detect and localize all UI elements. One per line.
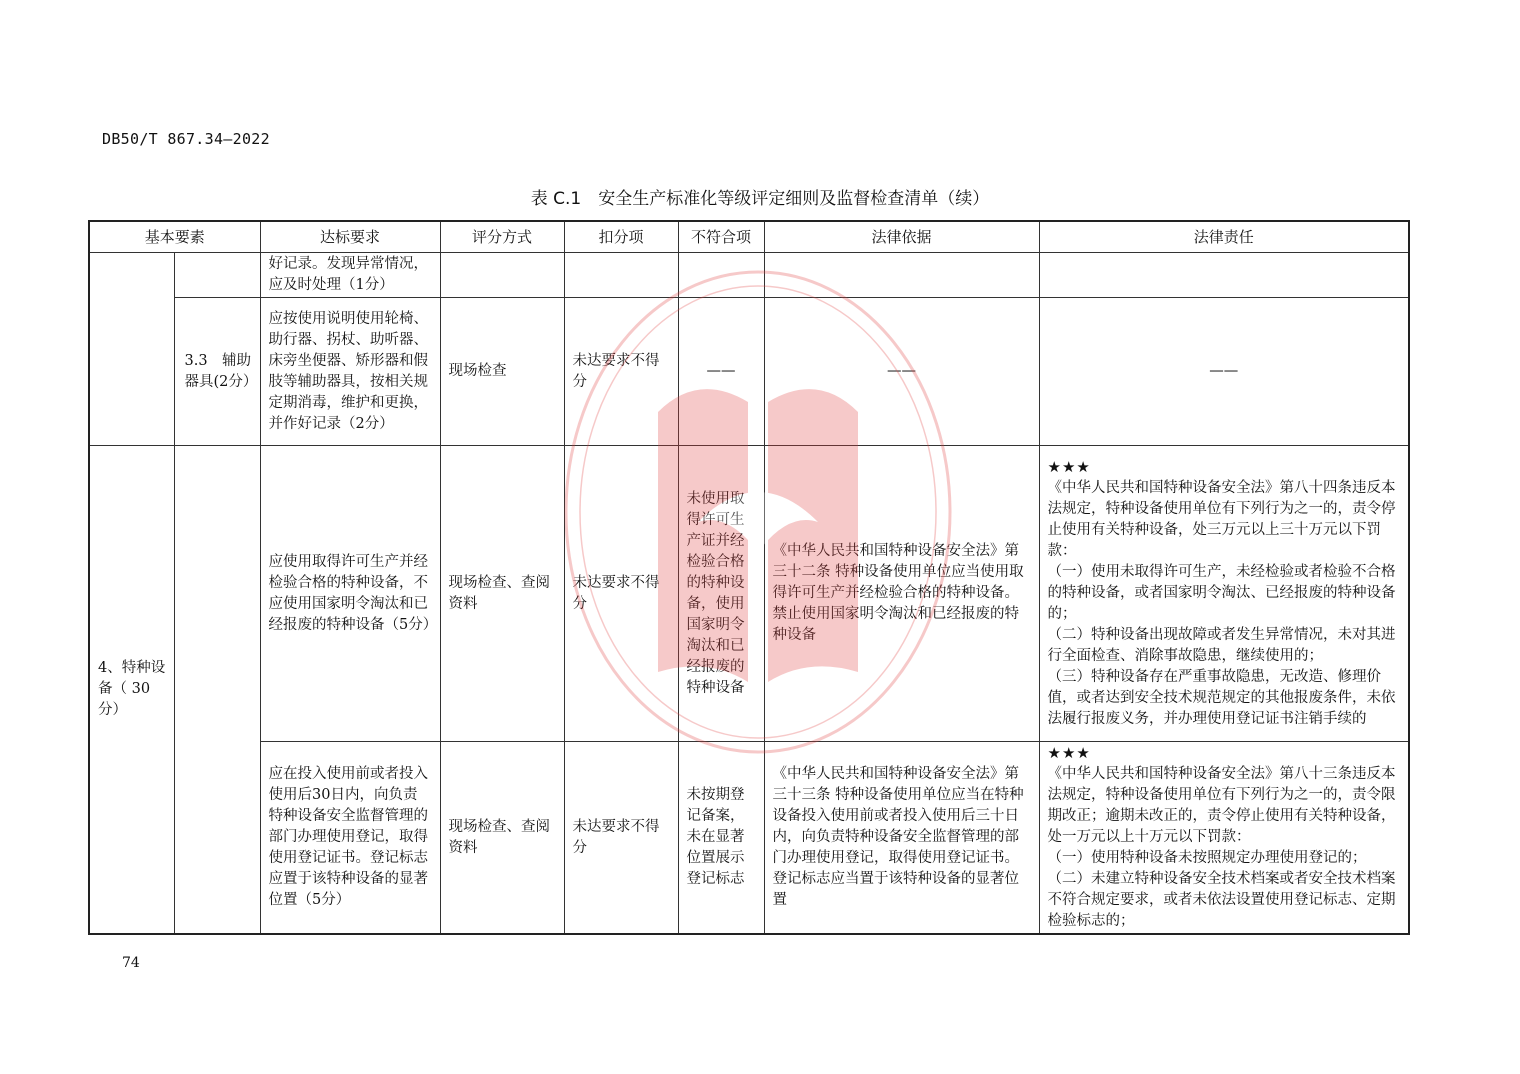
liability-text: 《中华人民共和国特种设备安全法》第八十三条违反本法规定，特种设备使用单位有下列行为之一的，责令限期改正；逾期未改正的，责令停止使用有关特种设备，处一万元以上十万元以下罚款： [1047,766,1396,845]
legal-basis-cell: 《中华人民共和国特种设备安全法》第三十三条 特种设备使用单位应当在特种设备投入使用前或者投入使用后三十日内，向负责特种设备安全监督管理的部门办理使用登记，取得使用登记证书。登记标志应当置于该特种设备的显著位置 [764,742,1039,935]
nonconformity-cell: 未按期登记备案，未在显著位置展示登记标志 [678,742,764,935]
deduction-cell: 未达要求不得分 [564,298,678,446]
sub-element-cell: 3.3 辅助器具(2分） [174,298,260,446]
sub-element-cell-empty [174,446,260,935]
sub-element-cell-empty [174,253,260,298]
requirement-cell: 应使用取得许可生产并经检验合格的特种设备，不应使用国家明令淘汰和已经报废的特种设备（5分） [260,446,440,742]
legal-basis-cell [764,446,1039,742]
legal-basis-cell: —— [764,298,1039,446]
header-legal-basis: 法律依据 [764,221,1039,253]
table-title: 表 C.1 安全生产标准化等级评定细则及监督检查清单（续） [530,189,990,209]
requirement-cell: 应按使用说明使用轮椅、助行器、拐杖、助听器、床旁坐便器、矫形器和假肢等辅助器具，按相关规定期消毒，维护和更换，并作好记录（2分） [260,298,440,446]
liability-item: （一）使用未取得许可生产，未经检验或者检验不合格的特种设备，或者国家明令淘汰、已经报废的特种设备的； [1047,564,1396,622]
requirement-cell: 好记录。发现异常情况，应及时处理（1分） [260,253,440,298]
nonconformity-cell: —— [678,298,764,446]
element-cell: 4、特种设备（ 30分） [89,446,174,935]
legal-basis-article-cont: 禁止使用国家明令淘汰和已经报废的特种设备 [772,606,1020,643]
liability-text: 《中华人民共和国特种设备安全法》第八十四条违反本法规定，特种设备使用单位有下列行为之一的，责令停止使用有关特种设备，处三万元以上三十万元以下罚款： [1047,480,1396,559]
liability-item: （三）特种设备存在严重事故隐患，无改造、修理价值，或者达到安全技术规范规定的其他报废条件，未依法履行报废义务，并办理使用登记证书注销手续的 [1047,669,1396,727]
star-rating: ★★★ [1047,458,1091,476]
header-scoring-method: 评分方式 [440,221,564,253]
table-row [89,446,1409,742]
star-rating: ★★★ [1047,744,1091,762]
table-row [89,253,1409,298]
deduction-cell: 未达要求不得分 [564,446,678,742]
header-basic-element: 基本要素 [89,221,260,253]
requirement-cell: 应在投入使用前或者投入使用后30日内，向负责特种设备安全监督管理的部门办理使用登记，取得使用登记证书。登记标志应置于该特种设备的显著位置（5分） [260,742,440,935]
legal-basis-article: 《中华人民共和国特种设备安全法》第三十二条 特种设备使用单位应当使用取得许可生产并经检验合格的特种设备。 [772,543,1024,601]
inspection-table [88,220,1410,935]
method-cell: 现场检查、查阅资料 [440,742,564,935]
page-number: 74 [122,955,140,971]
liability-item: （一）使用特种设备未按照规定办理使用登记的； [1047,850,1367,866]
liability-item: （二）未建立特种设备安全技术档案或者安全技术档案不符合规定要求，或者未依法设置使用登记标志、定期检验标志的； [1047,871,1396,929]
table-row [89,298,1409,446]
header-deduction: 扣分项 [564,221,678,253]
legal-liability-cell [1039,742,1409,935]
liability-item: （二）特种设备出现故障或者发生异常情况，未对其进行全面检查、消除事故隐患，继续使用的； [1047,627,1396,664]
table-header-row [89,221,1409,253]
document-code: DB50/T 867.34—2022 [102,130,270,148]
header-nonconformity: 不符合项 [678,221,764,253]
deduction-cell: 未达要求不得分 [564,742,678,935]
header-requirement: 达标要求 [260,221,440,253]
nonconformity-cell: 未使用取得许可生产证并经检验合格的特种设备，使用国家明令淘汰和已经报废的特种设备 [678,446,764,742]
method-cell: 现场检查、查阅资料 [440,446,564,742]
legal-liability-cell: —— [1039,298,1409,446]
method-cell: 现场检查 [440,298,564,446]
header-legal-liability: 法律责任 [1039,221,1409,253]
legal-liability-cell [1039,446,1409,742]
table-row [89,742,1409,935]
element-cell-empty [89,253,174,446]
